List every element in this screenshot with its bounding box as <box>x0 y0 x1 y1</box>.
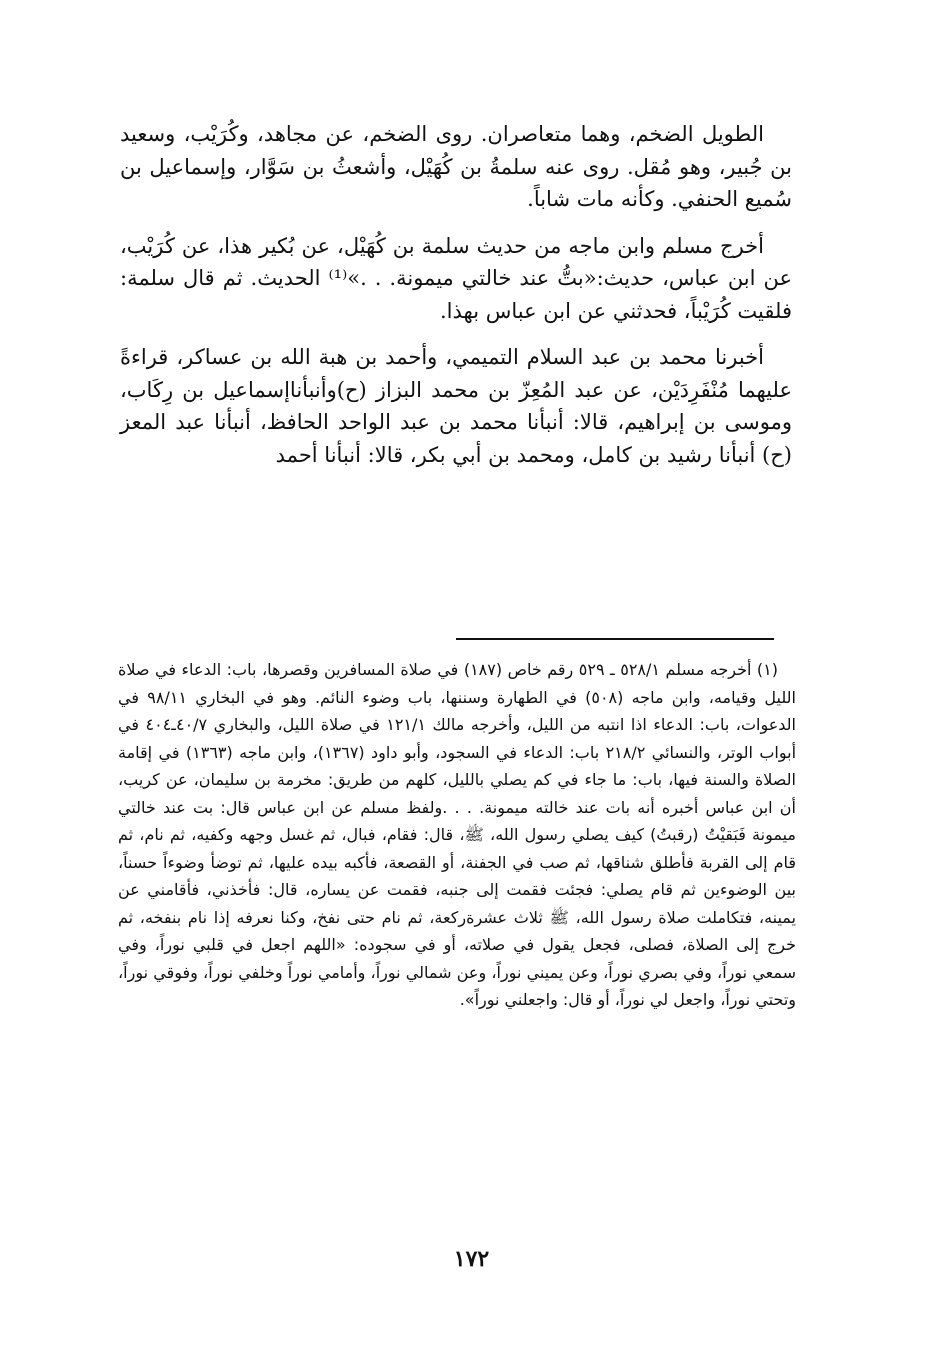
footnote-divider <box>456 638 774 640</box>
footnotes-block <box>118 656 796 1014</box>
paragraph-2: أخرج مسلم وابن ماجه من حديث سلمة بن كُهَيْل، عن بُكير هذا، عن كُرَيْب، عن ابن عباس، حديث:«بتُّ عند خالتي ميمونة. . .»⁽¹⁾ الحديث. ثم قال سلمة: فلقيت كُرَيْباً، فحدثني عن ابن عباس بهذا. <box>120 233 793 323</box>
page-number: ١٧٢ <box>453 1246 490 1272</box>
footnote-1: (١) أخرجه مسلم ٥٢٨/١ ـ ٥٢٩ رقم خاص (١٨٧) في صلاة المسافرين وقصرها، باب: الدعاء في صلاة الليل وقيامه، وابن ماجه (٥٠٨) في الطهارة وسننها، باب وضوء النائم. وهو في البخاري ٩٨/١١ في الدعوات، باب: الدعاء اذا انتبه من الليل، وأخرجه مالك ١٢١/١ في صلاة الليل، والبخاري ٤٠/٧ـ٤٠٤ في أبواب الوتر، والنسائي ٢١٨/٢ باب: الدعاء في السجود، وأبو داود (١٣٦٧)، وابن ماجه (١٣٦٣) في إقامة الصلاة والسنة فيها، باب: ما جاء في كم يصلي بالليل، كلهم من طريق: مخرمة بن سليمان، عن كريب، أن ابن عباس أخبره أنه بات عند خالته ميمونة. . . .ولفظ مسلم عن ابن عباس قال: بت عند خالتي ميمونة فَبَقيْتُ (رقبتُ) كيف يصلي رسول الله، ﷺ، قال: فقام، فبال، ثم غسل وجهه وكفيه، ثم نام، ثم قام إلى القربة فأطلق شناقها، ثم صب في الجفنة، أو القصعة، فأكبه بيده عليها، ثم توضأ وضوءاً حسناً، بين الوضوءين ثم قام يصلي: فجئت فقمت إلى جنبه، فقمت عن يساره، قال: فأخذني، فأقامني عن يمينه، فتكاملت صلاة رسول الله، ﷺ ثلاث عشرةركعة، ثم نام حتى نفخ، وكنا نعرفه إذا نام بنفخه، ثم خرج إلى الصلاة، فصلى، فجعل يقول في صلاته، أو في سجوده: «اللهم اجعل في قلبي نوراً، وفي سمعي نوراً، وفي بصري نوراً، وعن يميني نوراً، وعن شمالي نوراً، وأمامي نوراً وخلفي نوراً، وفوقي نوراً، وتحتي نوراً، واجعل لي نوراً، أو قال: واجعلني نوراً». <box>118 660 797 1010</box>
main-text-block <box>120 118 792 485</box>
paragraph-1: الطويل الضخم، وهما متعاصران. روى الضخم، عن مجاهد، وكُرَيْب، وسعيد بن جُبير، وهو مُقل. روى عنه سلمةُ بن كُهَيْل، وأشعثُ بن سَوَّار، وإسماعيل بن سُميع الحنفي. وكأنه مات شاباً. <box>120 122 792 212</box>
paragraph-3: أخبرنا محمد بن عبد السلام التميمي، وأحمد بن هبة الله بن عساكر، قراءةً عليهما مُنْفَرِدَيْن، عن عبد المُعِزّ بن محمد البزاز (ح)وأنبأناإسماعيل بن رِكَاب، وموسى بن إبراهيم، قالا: أنبأنا محمد بن عبد الواحد الحافظ، أنبأنا عبد المعز (ح) أنبأنا رشيد بن كامل، ومحمد بن أبي بكر، قالا: أنبأنا أحمد <box>120 345 792 467</box>
